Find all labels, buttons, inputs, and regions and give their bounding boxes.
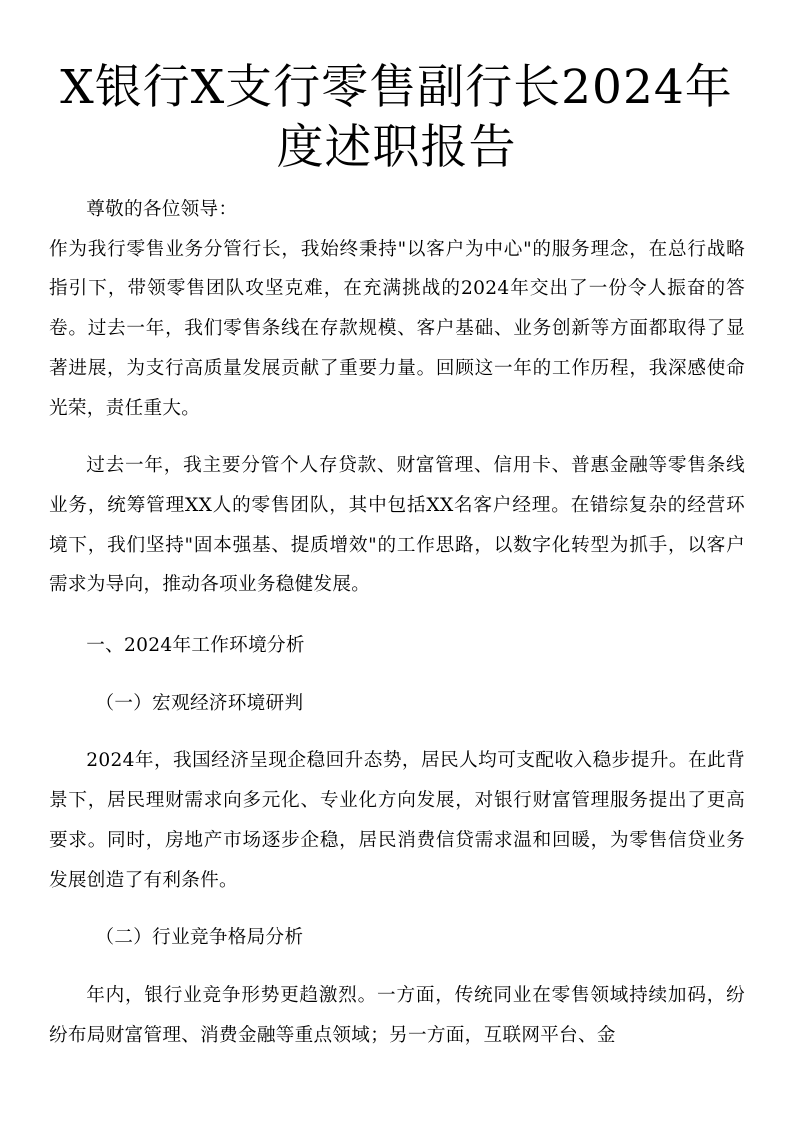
paragraph-competition: 年内，银行业竞争形势更趋激烈。一方面，传统同业在零售领域持续加码，纷纷布局财富管理、消费金融等重点领域；另一方面，互联网平台、金: [49, 984, 745, 1046]
paragraph-responsibilities: 过去一年，我主要分管个人存贷款、财富管理、信用卡、普惠金融等零售条线业务，统筹管理XX人的零售团队，其中包括XX名客户经理。在错综复杂的经营环境下，我们坚持"固本强基、提质增效"的工作思路，以数字化转型为抓手，以客户需求为导向，推动各项业务稳健发展。: [49, 455, 745, 596]
document-title: [0, 58, 793, 178]
subsection-heading-1: （一）宏观经济环境研判: [95, 692, 304, 714]
salutation: 尊敬的各位领导：: [86, 199, 238, 220]
title-line-2: 度述职报告: [276, 120, 517, 175]
document-body: [49, 190, 745, 1055]
paragraph-intro: 作为我行零售业务分管行长，我始终秉持"以客户为中心"的服务理念，在总行战略指引下，带领零售团队攻坚克难，在充满挑战的2024年交出了一份令人振奋的答卷。过去一年，我们零售条线在存款规模、客户基础、业务创新等方面都取得了显著进展，为支行高质量发展贡献了重要力量。回顾这一年的工作历程，我深感使命光荣，责任重大。: [49, 238, 745, 419]
section-heading-1: 一、2024年工作环境分析: [86, 635, 305, 657]
paragraph-macro-economy: 2024年，我国经济呈现企稳回升态势，居民人均可支配收入稳步提升。在此背景下，居民理财需求向多元化、专业化方向发展，对银行财富管理服务提出了更高要求。同时，房地产市场逐步企稳，居民消费信贷需求温和回暖，为零售信贷业务发展创造了有利条件。: [49, 750, 745, 891]
title-line-1: X银行X支行零售副行长2024年: [60, 60, 733, 115]
subsection-heading-2: （二）行业竞争格局分析: [95, 927, 304, 949]
